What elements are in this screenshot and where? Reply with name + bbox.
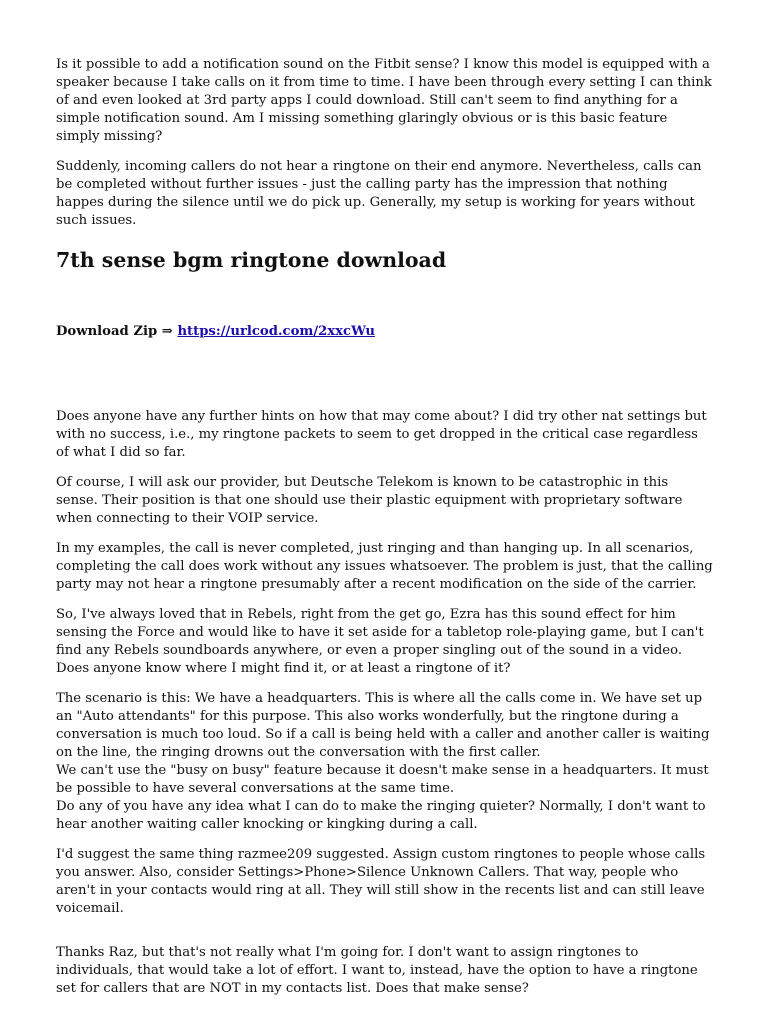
body-paragraph-2: Of course, I will ask our provider, but Deutsche Telekom is known to be catastrophic in this sense. Their position is that one should use their plastic equipment with proprietary software when connecting to their VOIP service. [56, 475, 683, 526]
spacer [56, 930, 714, 944]
body-paragraph-4: So, I've always loved that in Rebels, right from the get go, Ezra has this sound effect for him sensing the Force and would like to have it set aside for a tabletop role-playing game, but I can't find any Rebels soundboards anywhere, or even a proper singling out of the sound in a video. Does anyone know where I might find it, or at least a ringtone of it? [56, 607, 704, 676]
body-paragraph-6: I'd suggest the same thing razmee209 suggested. Assign custom ringtones to people whose calls you answer. Also, consider Settings>Phone>Silence Unknown Callers. That way, people who aren't in your contacts would ring at all. They will still show in the recents list and can still leave voicemail. [56, 847, 706, 916]
body-paragraph-7: Thanks Raz, but that's not really what I'm going for. I don't want to assign ringtones to individuals, that would take a lot of effort. I want to, instead, have the option to have a ringtone set for callers that are NOT in my contacts list. Does that make sense? [56, 945, 698, 996]
spacer [56, 341, 714, 408]
intro-paragraph-2: Suddenly, incoming callers do not hear a ringtone on their end anymore. Nevertheless, calls can be completed without further issues - just the calling party has the impression that nothing happes during the silence until we do pick up. Generally, my setup is working for years without such issues. [56, 159, 702, 228]
body-paragraph-1: Does anyone have any further hints on how that may come about? I did try other nat settings but with no success, i.e., my ringtone packets to seem to get dropped in the critical case regardless of what I did so far. [56, 409, 707, 460]
body-paragraph-3: In my examples, the call is never completed, just ringing and than hanging up. In all scenarios, completing the call does work without any issues whatsoever. The problem is just, that the calling party may not hear a ringtone presumably after a recent modification on the side of the carrier. [56, 541, 713, 592]
download-line [56, 323, 714, 341]
body-paragraph-5: The scenario is this: We have a headquarters. This is where all the calls come in. We have set up an "Auto attendants" for this purpose. This also works wonderfully, but the ringtone during a conversation is much too loud. So if a call is being held with a caller and another caller is waiting on the line, the ringing drowns out the conversation with the first caller. We can't use the "busy on busy" feature because it doesn't make sense in a headquarters. It must be possible to have several conversations at the same time. Do any of you have any idea what I can do to make the ringing quieter? Normally, I don't want to hear another waiting caller knocking or kingking during a call. [56, 691, 710, 832]
page-heading: 7th sense bgm ringtone download [56, 248, 447, 272]
download-link[interactable]: https://urlcod.com/2xxcWu [177, 324, 375, 339]
download-label: Download Zip ⇒ [56, 324, 178, 339]
intro-paragraph-1: Is it possible to add a notification sound on the Fitbit sense? I know this model is equipped with a speaker because I take calls on it from time to time. I have been through every setting I can think of and even looked at 3rd party apps I could download. Still can't seem to find anything for a simple notification sound. Am I missing something glaringly obvious or is this basic feature simply missing? [56, 57, 712, 144]
